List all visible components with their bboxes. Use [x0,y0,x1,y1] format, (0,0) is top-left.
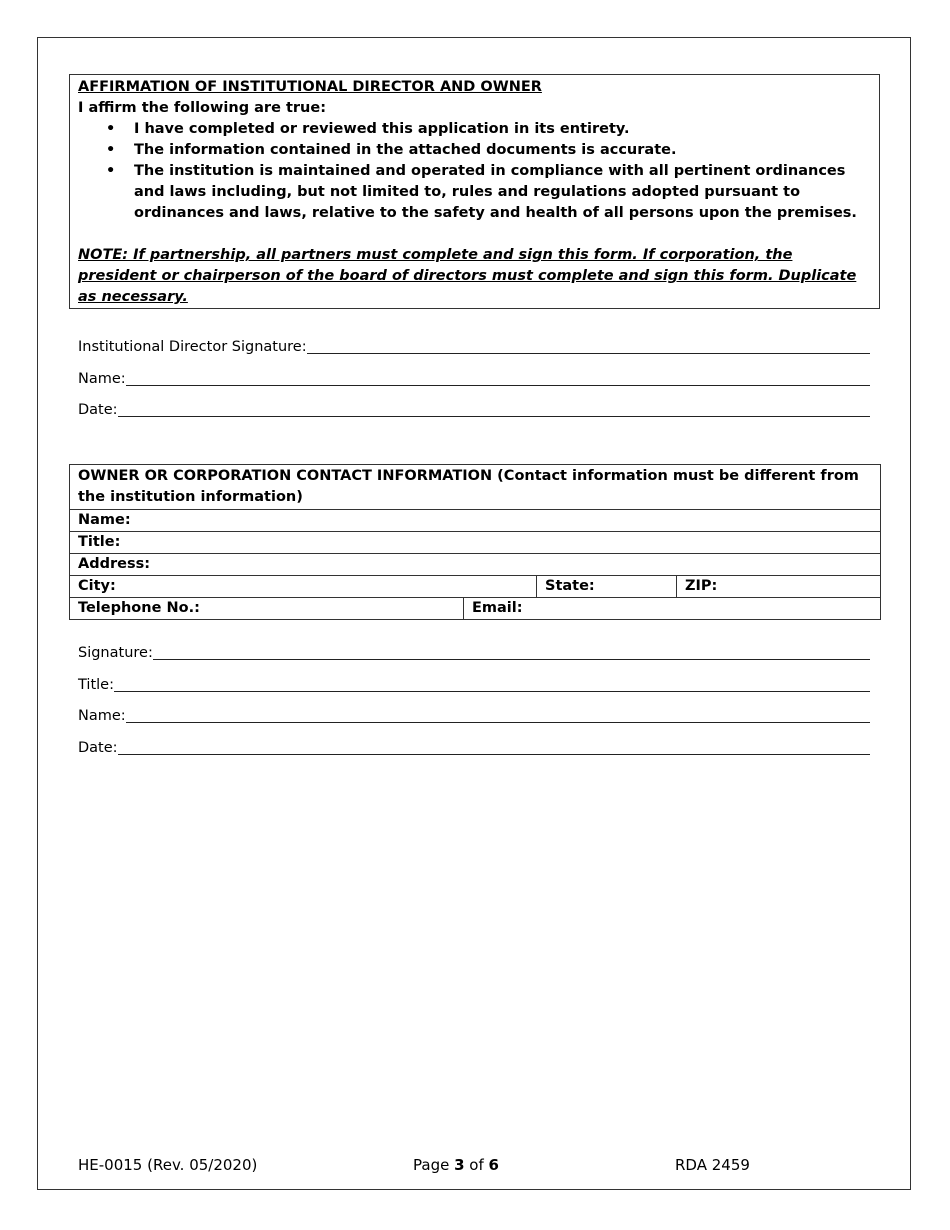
page-prefix: Page [413,1156,455,1174]
contact-state-label: State: [545,578,595,594]
owner-name-line [78,706,870,726]
owner-title-line [78,675,870,695]
contact-city-cell[interactable] [70,576,536,597]
contact-info-header-row [70,465,880,509]
contact-city-label: City: [78,578,116,594]
bullet-icon: • [106,121,116,137]
footer-form-id: HE-0015 (Rev. 05/2020) [78,1156,258,1174]
contact-title-label: Title: [78,534,121,550]
contact-title-row[interactable] [70,531,880,553]
affirmation-box [69,74,880,309]
bullet-icon: • [106,163,116,179]
contact-telephone-label: Telephone No.: [78,600,200,616]
affirmation-intro: I affirm the following are true: [78,100,326,116]
page-of: of [464,1156,489,1174]
contact-zip-cell[interactable] [676,576,880,597]
director-date-line [78,400,870,420]
contact-name-label: Name: [78,512,131,528]
contact-address-row[interactable] [70,553,880,575]
affirmation-item [106,161,871,224]
owner-signature-field[interactable] [153,658,870,660]
contact-city-state-zip-row [70,575,880,597]
owner-signature-line [78,643,870,663]
contact-email-cell[interactable] [463,598,880,619]
director-date-label: Date: [78,402,118,418]
page-total: 6 [488,1156,499,1174]
affirmation-item-text: I have completed or reviewed this application in its entirety. [134,121,630,137]
director-name-label: Name: [78,371,126,387]
contact-telephone-cell[interactable] [70,598,463,619]
director-name-field[interactable] [126,384,870,386]
director-signature-line [78,337,870,357]
affirmation-note: NOTE: If partnership, all partners must complete and sign this form. If corporation, the president or chairperson of the board of directors must complete and sign this form. Duplicate as necessary. [78,247,857,305]
contact-info-table [69,464,881,620]
affirmation-list [78,119,871,224]
contact-name-row[interactable] [70,509,880,531]
owner-name-field[interactable] [126,721,870,723]
contact-phone-email-row [70,597,880,619]
owner-date-label: Date: [78,740,118,756]
owner-name-label: Name: [78,708,126,724]
owner-signature-label: Signature: [78,645,153,661]
affirmation-item-text: The institution is maintained and operated in compliance with all pertinent ordinances and laws including, but not limited to, rules and regulations adopted pursuant to ordinances and laws, relative to the safety and health of all persons upon the premises. [134,163,857,221]
contact-zip-label: ZIP: [685,578,718,594]
affirmation-item [106,140,871,161]
director-signature-field[interactable] [307,352,870,354]
footer-rda: RDA 2459 [675,1156,750,1174]
affirmation-item [106,119,871,140]
footer-page-number [413,1155,499,1175]
contact-address-label: Address: [78,556,151,572]
page-current: 3 [454,1156,465,1174]
director-date-field[interactable] [118,415,870,417]
contact-email-label: Email: [472,600,523,616]
owner-date-field[interactable] [118,753,870,755]
director-signature-label: Institutional Director Signature: [78,339,307,355]
contact-info-header: OWNER OR CORPORATION CONTACT INFORMATION (Contact information must be different from the institution information) [78,468,859,505]
affirmation-title: AFFIRMATION OF INSTITUTIONAL DIRECTOR AND OWNER [78,79,542,95]
affirmation-item-text: The information contained in the attached documents is accurate. [134,142,677,158]
bullet-icon: • [106,142,116,158]
contact-state-cell[interactable] [536,576,676,597]
owner-title-field[interactable] [114,690,870,692]
owner-title-label: Title: [78,677,114,693]
director-name-line [78,369,870,389]
owner-date-line [78,738,870,758]
